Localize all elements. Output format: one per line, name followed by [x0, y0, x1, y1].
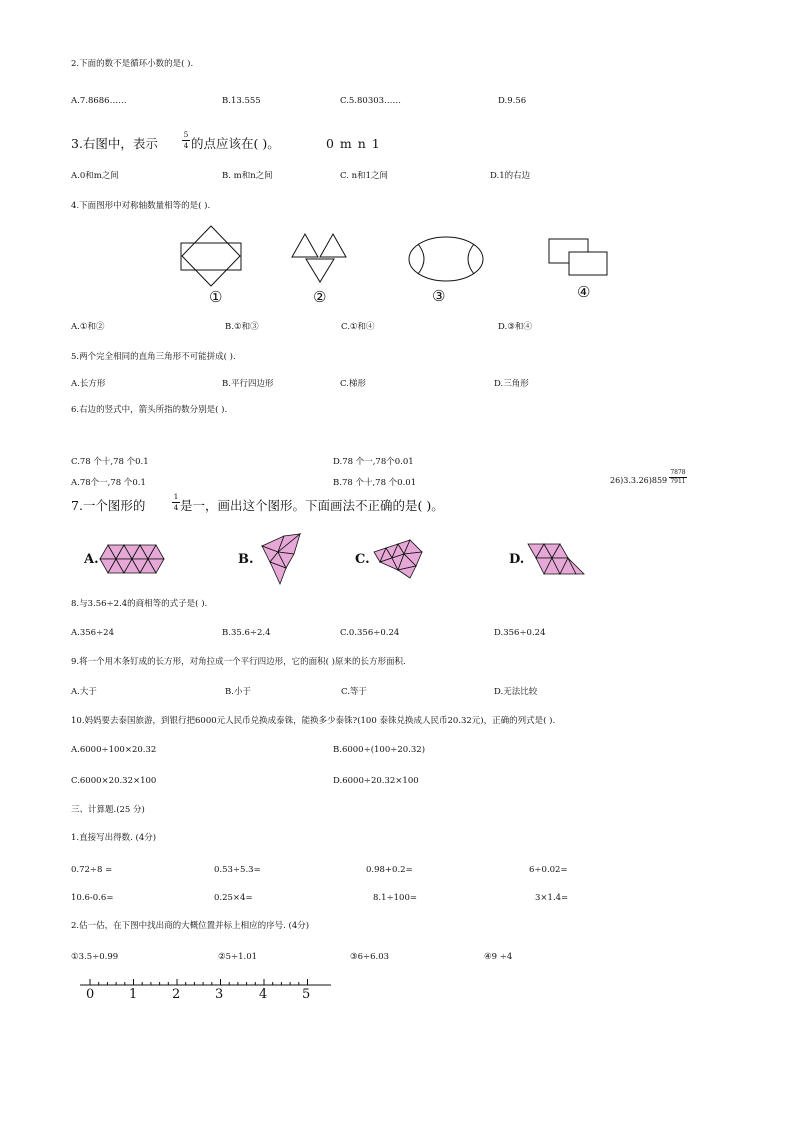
q9-option-b[interactable]: B.小于	[225, 687, 251, 697]
q6-option-b[interactable]: B.78 个十,78 个0.01	[333, 478, 417, 488]
q8-option-d[interactable]: D.356÷0.24	[494, 628, 546, 638]
q2-stem: 2.下面的数不是循环小数的是( ).	[71, 59, 194, 69]
q7-option-b-label[interactable]: B.	[238, 552, 254, 567]
q7-fraction-numerator: 1	[173, 492, 179, 501]
q4-figure-label-2: ②	[313, 288, 327, 306]
calc2-number-line	[78, 976, 338, 990]
q7-option-c-figure[interactable]	[372, 538, 428, 582]
calc2-item-3: ③6÷6.03	[350, 952, 390, 962]
calc2-tick-5: 5	[302, 987, 311, 1002]
q3-option-d[interactable]: D.1的右边	[490, 171, 531, 181]
section-3-title: 三、计算题.(25 分)	[71, 805, 145, 815]
q2-option-c[interactable]: C.5.80303……	[340, 96, 402, 106]
q5-option-d[interactable]: D.三角形	[494, 379, 529, 389]
q4-option-a[interactable]: A.①和②	[71, 322, 105, 332]
q4-figure-4	[546, 236, 616, 280]
q4-figure-1	[176, 224, 246, 294]
q7-stem-pre: 7.一个图形的	[71, 498, 146, 513]
calc2-tick-3: 3	[215, 987, 224, 1002]
q8-option-a[interactable]: A.356÷24	[71, 628, 115, 638]
q9-option-a[interactable]: A.大于	[71, 687, 97, 697]
q9-option-d[interactable]: D.无法比较	[494, 687, 538, 697]
q5-option-a[interactable]: A.长方形	[71, 379, 106, 389]
calc2-tick-2: 2	[172, 987, 181, 1002]
q3-option-b[interactable]: B. m和n之间	[222, 171, 273, 181]
q4-figure-label-4: ④	[577, 283, 591, 301]
calc1-item-2: 0.53÷5.3=	[214, 865, 261, 875]
q10-stem: 10.妈妈要去泰国旅游，到银行把6000元人民币兑换成泰铢，能换多少泰铢?(100 泰铢兑换成人民币20.32元)，正确的列式是( ).	[71, 716, 556, 726]
calc1-stem: 1.直接写出得数. (4分)	[71, 833, 157, 843]
q4-figure-label-3: ③	[432, 287, 446, 305]
q3-number-line-labels: 0 m n 1	[326, 136, 381, 151]
q4-stem: 4.下面图形中对称轴数量相等的是( ).	[71, 201, 211, 211]
q4-figure-label-1: ①	[209, 288, 223, 306]
calc1-item-4: 6÷0.02=	[529, 865, 568, 875]
q7-option-b-figure[interactable]	[258, 532, 304, 588]
q3-stem-pre: 3.右图中，表示	[71, 136, 158, 151]
q3-stem-post: 的点应该在( )。	[191, 136, 280, 151]
q8-option-c[interactable]: C.0.356÷0.24	[340, 628, 400, 638]
q7-stem-post: 是一，画出这个图形。下面画法不正确的是( )。	[180, 498, 444, 513]
q3-option-c[interactable]: C. n和1之间	[340, 171, 388, 181]
q4-option-d[interactable]: D.③和④	[498, 322, 532, 332]
q7-fraction	[172, 493, 180, 511]
q7-option-d-figure[interactable]	[526, 542, 584, 578]
q5-stem: 5.两个完全相同的直角三角形不可能拼成( ).	[71, 352, 236, 362]
q6-stem: 6.右边的竖式中，箭头所指的数分别是( ).	[71, 405, 228, 415]
q3-fraction	[182, 131, 190, 149]
q7-option-c-label[interactable]: C.	[355, 552, 370, 567]
q4-option-b[interactable]: B.①和③	[225, 322, 259, 332]
q2-option-b[interactable]: B.13.555	[222, 96, 261, 106]
q6-calc-fraction	[669, 470, 687, 485]
q10-option-c[interactable]: C.6000×20.32×100	[71, 776, 157, 786]
q5-option-c[interactable]: C.梯形	[340, 379, 366, 389]
q10-option-d[interactable]: D.6000÷20.32×100	[333, 776, 419, 786]
q9-stem: 9.将一个用木条钉成的长方形，对角拉成一个平行四边形，它的面积( )原来的长方形面积.	[71, 657, 406, 667]
q8-option-b[interactable]: B.35.6÷2.4	[222, 628, 271, 638]
calc2-item-1: ①3.5÷0.99	[71, 952, 119, 962]
q4-figure-2	[290, 232, 350, 287]
q6-calc-bottom: 7911	[670, 478, 686, 485]
calc1-item-5: 10.6-0.6=	[71, 893, 114, 903]
calc2-tick-1: 1	[129, 987, 138, 1002]
calc1-item-3: 0.98+0.2=	[366, 865, 413, 875]
q5-option-b[interactable]: B.平行四边形	[222, 379, 274, 389]
q2-option-a[interactable]: A.7.8686……	[71, 96, 127, 106]
q10-option-a[interactable]: A.6000÷100×20.32	[71, 745, 157, 755]
calc2-tick-4: 4	[259, 987, 268, 1002]
calc2-item-4: ④9 ÷4	[484, 952, 513, 962]
q6-option-d[interactable]: D.78 个一,78个0.01	[333, 457, 414, 467]
calc1-item-7: 8.1÷100=	[373, 893, 417, 903]
calc2-stem: 2.估一估，在下图中找出商的大概位置并标上相应的序号. (4分)	[71, 921, 310, 931]
q4-figure-3	[406, 234, 486, 284]
q3-fraction-numerator: 5	[183, 130, 189, 139]
q6-option-a[interactable]: A.78个一,78 个0.1	[71, 478, 146, 488]
q7-option-a-label[interactable]: A.	[84, 552, 99, 567]
q10-option-b[interactable]: B.6000÷(100÷20.32)	[333, 745, 426, 755]
q7-option-d-label[interactable]: D.	[509, 552, 525, 567]
q3-option-a[interactable]: A.0和m之间	[71, 171, 119, 181]
calc1-item-1: 0.72÷8 =	[71, 865, 113, 875]
q2-option-d[interactable]: D.9.56	[498, 96, 527, 106]
q6-option-c[interactable]: C.78 个十,78 个0.1	[71, 457, 149, 467]
q3-fraction-denominator: 4	[183, 140, 189, 150]
calc1-item-6: 0.25×4=	[214, 893, 253, 903]
q7-fraction-denominator: 4	[173, 502, 179, 512]
q6-calc-top: 7878	[670, 469, 686, 476]
q4-option-c[interactable]: C.①和④	[341, 322, 375, 332]
q9-option-c[interactable]: C.等于	[341, 687, 367, 697]
q8-stem: 8.与3.56÷2.4的商相等的式子是( ).	[71, 599, 208, 609]
q6-division-calc: 26)3.3.26)859	[610, 476, 668, 485]
calc2-item-2: ②5÷1.01	[218, 952, 258, 962]
calc1-item-8: 3×1.4=	[535, 893, 569, 903]
q7-option-a-figure[interactable]	[100, 543, 170, 578]
calc2-tick-0: 0	[86, 987, 95, 1002]
